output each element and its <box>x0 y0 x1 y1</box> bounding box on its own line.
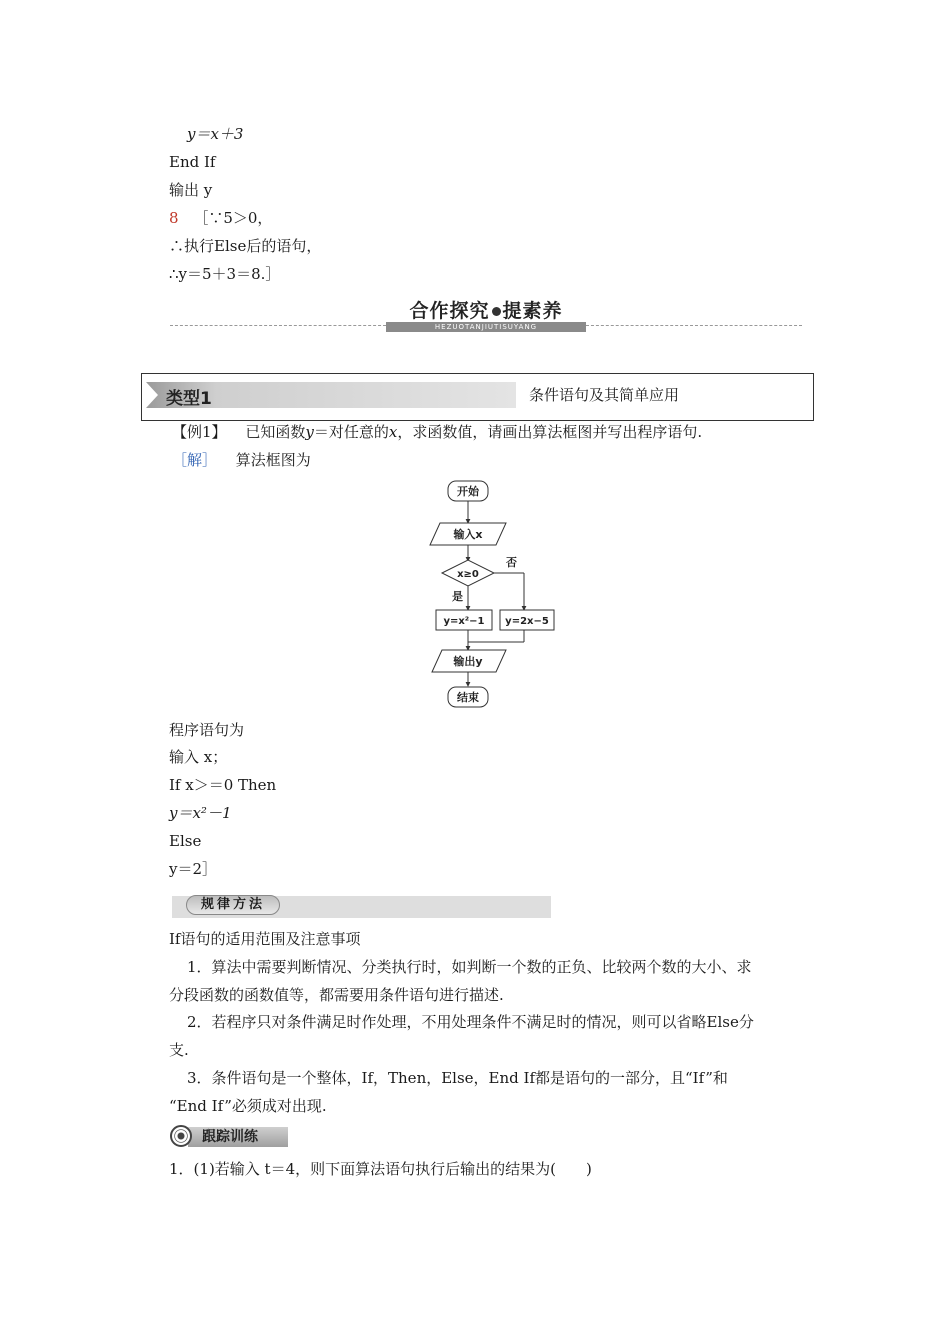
solution-label: ［解］ <box>172 451 218 469</box>
method-item: 支. <box>169 1041 189 1059</box>
end-label: 结束 <box>457 691 479 704</box>
code-line: 输出 y <box>169 181 213 199</box>
practice-badge: 跟踪训练 <box>188 1127 288 1147</box>
type-tag: 类型1 <box>146 382 516 408</box>
process-left-label: y=x²−1 <box>443 616 485 627</box>
answer-line <box>169 208 272 228</box>
program-line: If x＞＝0 Then <box>169 776 277 794</box>
section-subtitle: HEZUOTANJIUTISUYANG <box>386 322 586 332</box>
output-label: 输出y <box>453 655 483 668</box>
yes-label: 是 <box>452 590 463 603</box>
example-line: 【例1】 已知函数y＝对任意的x，求函数值，请画出算法框图并写出程序语句. <box>172 423 703 441</box>
code-line: End If <box>169 153 216 171</box>
solution-line: ［解］ 算法框图为 <box>172 451 311 469</box>
type-header-box <box>141 373 814 421</box>
method-item: 分段函数的函数值等，都需要用条件语句进行描述. <box>169 986 504 1004</box>
program-line: Else <box>169 832 202 850</box>
method-item: “End If”必须成对出现. <box>169 1097 327 1115</box>
no-label: 否 <box>506 556 517 569</box>
input-label: 输入x <box>453 528 483 541</box>
method-item: 2．若程序只对条件满足时作处理，不用处理条件不满足时的情况，则可以省略Else分 <box>187 1013 754 1031</box>
program-line: 输入 x； <box>169 748 228 766</box>
method-item: 3．条件语句是一个整体，If，Then，Else，End If都是语句的一部分，且“If”和 <box>187 1069 728 1087</box>
method-item: 1．算法中需要判断情况、分类执行时，如判断一个数的正负、比较两个数的大小、求 <box>187 958 752 976</box>
type-description: 条件语句及其简单应用 <box>529 386 680 404</box>
answer-explanation: ［∵5＞0， <box>193 209 273 227</box>
flowchart <box>420 478 560 712</box>
process-right-label: y=2x−5 <box>505 616 549 627</box>
divider <box>170 325 386 326</box>
explanation-line: ∴执行Else后的语句， <box>169 237 322 255</box>
explanation-line: ∴y＝5＋3＝8.］ <box>169 265 281 283</box>
decision-label: x≥0 <box>457 569 479 580</box>
target-icon <box>170 1125 192 1147</box>
bullet-icon <box>492 307 501 316</box>
example-label: 【例1】 <box>172 423 227 441</box>
program-line: y＝x²－1 <box>169 804 232 822</box>
method-badge: 规律方法 <box>186 895 280 915</box>
divider <box>586 325 802 326</box>
practice-question: 1．(1)若输入 t＝4，则下面算法语句执行后输出的结果为( ) <box>169 1160 592 1178</box>
method-heading: If语句的适用范围及注意事项 <box>169 930 361 948</box>
answer-number: 8 <box>169 209 179 227</box>
method-bar <box>172 896 551 918</box>
code-line: y＝x＋3 <box>187 125 244 143</box>
practice-header <box>170 1125 290 1149</box>
section-title: 合作探究 提素养 <box>409 300 563 322</box>
program-intro: 程序语句为 <box>169 721 245 739</box>
program-line: y＝2］ <box>169 860 218 878</box>
section-banner <box>170 296 802 336</box>
start-label: 开始 <box>457 485 479 498</box>
